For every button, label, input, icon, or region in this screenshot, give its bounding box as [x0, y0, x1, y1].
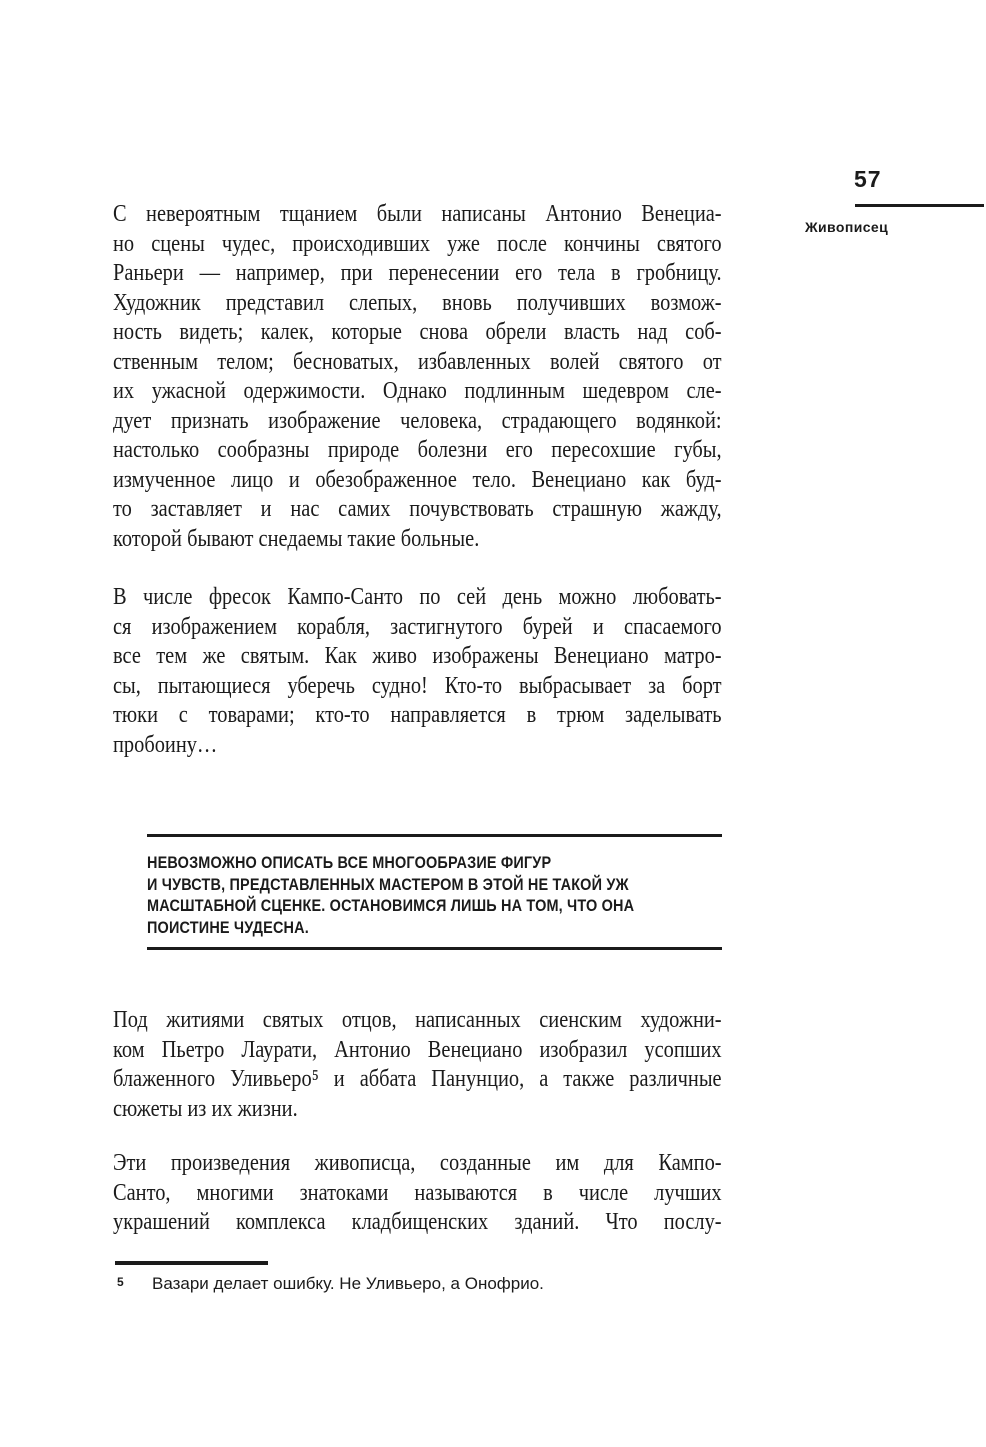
text-line: блаженного Уливьеро⁵ и аббата Панунцио, а также различные: [113, 1066, 722, 1092]
text-line: Эти произведения живописца, созданные им для Кампо-: [113, 1150, 722, 1176]
text-line: В числе фресок Кампо-Санто по сей день можно любовать-: [113, 584, 722, 610]
text-line: ком Пьетро Лаурати, Антонио Венециано изобразил усопших: [113, 1036, 722, 1063]
callout-block: [147, 834, 722, 950]
text-line: все тем же святым. Как живо изображены Венециано матро-: [113, 643, 722, 669]
text-line: измученное лицо и обезображенное тело. Венециано как буд-: [113, 466, 722, 493]
text-line: Под житиями святых отцов, написанных сиенским художни-: [113, 1007, 722, 1033]
footnote-text: Вазари делает ошибку. Не Уливьеро, а Онофрио.: [152, 1274, 544, 1293]
page-number: 57: [854, 166, 882, 192]
callout-rule-top: [147, 834, 722, 837]
text-line: И ЧУВСТВ, ПРЕДСТАВЛЕННЫХ МАСТЕРОМ В ЭТОЙ НЕ ТАКОЙ УЖ: [147, 874, 629, 894]
text-line: сы, пытающиеся уберечь судно! Кто-то выбрасывает за борт: [113, 672, 722, 699]
text-line: украшений комплекса кладбищенских зданий. Что послу-: [113, 1209, 722, 1235]
text-line: ственным телом; бесноватых, избавленных волей святого от: [113, 348, 722, 375]
paragraph: [113, 1006, 722, 1124]
paragraph: [113, 583, 722, 760]
callout-rule-bottom: [147, 947, 722, 950]
text-line: тюки с товарами; кто-то направляется в трюм заделывать: [113, 702, 722, 728]
text-line: МАСШТАБНОЙ СЦЕНКЕ. ОСТАНОВИМСЯ ЛИШЬ НА ТОМ, ЧТО ОНА: [147, 896, 635, 915]
footnote-marker: 5: [117, 1275, 124, 1289]
callout-text: [147, 852, 722, 938]
text-line: настолько сообразны природе болезни его пересохшие губы,: [113, 437, 722, 463]
text-line: С невероятным тщанием были написаны Антонио Венециа-: [113, 201, 722, 227]
text-line: дует признать изображение человека, страдающего водянкой:: [113, 407, 722, 434]
text-line: сюжеты из их жизни.: [113, 1095, 298, 1122]
text-line: их ужасной одержимости. Однако подлинным шедевром сле-: [113, 378, 722, 404]
text-line: ность видеть; калек, которые снова обрели власть над соб-: [113, 319, 722, 345]
running-title: Живописец: [805, 219, 889, 235]
text-line: но сцены чудес, происходивших уже после кончины святого: [113, 230, 722, 257]
text-line: Санто, многими знатоками называются в числе лучших: [113, 1179, 722, 1206]
text-line: Художник представил слепых, вновь получивших возмож-: [113, 289, 722, 316]
footnote: [117, 1273, 726, 1294]
text-line: пробоину…: [113, 731, 218, 758]
footnote-rule: [115, 1261, 268, 1265]
text-line: ся изображением корабля, застигнутого бурей и спасаемого: [113, 613, 722, 640]
header-rule: [855, 204, 984, 207]
text-line: Раньери — например, при перенесении его тела в гробницу.: [113, 260, 722, 286]
text-line: ПОИСТИНЕ ЧУДЕСНА.: [147, 917, 309, 937]
paragraph: [113, 1149, 722, 1238]
text-line: которой бывают снедаемы такие больные.: [113, 525, 480, 552]
text-line: то заставляет и нас самих почувствовать страшную жажду,: [113, 496, 722, 522]
paragraph: [113, 200, 722, 554]
text-line: НЕВОЗМОЖНО ОПИСАТЬ ВСЕ МНОГООБРАЗИЕ ФИГУР: [147, 853, 552, 872]
